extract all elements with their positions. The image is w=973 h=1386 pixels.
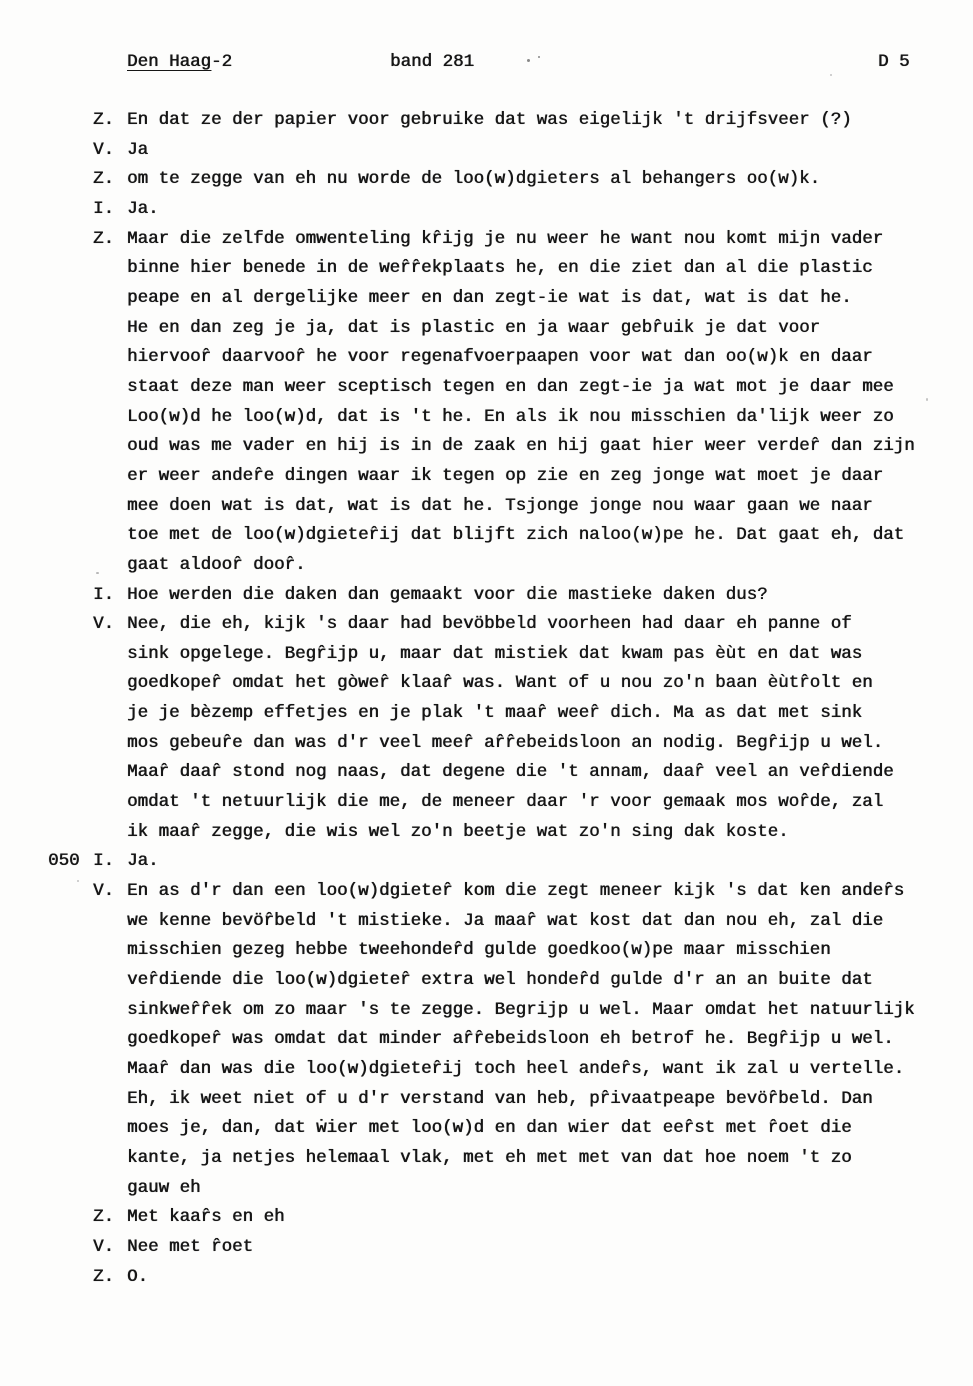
speaker-label: I. xyxy=(93,584,115,605)
speaker-label xyxy=(93,640,127,670)
margin-number xyxy=(48,551,93,581)
line-text: omdat 't netuurlijk die me, de meneer daar 'r voor gemaak mos wor̂de, zal xyxy=(127,792,884,813)
line-text: mos gebeur̂e dan was d'r veel meer̂ ar̂r̂ebeidsloon an nodig. Begr̂ijp u wel. xyxy=(127,732,884,753)
margin-number xyxy=(48,462,93,492)
dialogue-line xyxy=(0,225,973,255)
line-text: goedkoper̂ omdat het gòwer̂ klaar̂ was. Want of u nou zo'n baan èùtr̂olt en xyxy=(127,673,873,694)
line-text: ik maar̂ zegge, die wis wel zo'n beetje wat zo'n sing dak koste. xyxy=(127,821,789,842)
speaker-label xyxy=(93,521,127,551)
margin-number xyxy=(48,521,93,551)
line-text: En dat ze der papier voor gebruike dat was eigelijk 't drijfsveer (?) xyxy=(127,110,852,130)
margin-number xyxy=(48,669,93,699)
margin-number xyxy=(48,996,93,1026)
speaker-label xyxy=(93,966,127,996)
line-text: Nee met r̂oet xyxy=(127,1236,254,1257)
line-text: kante, ja netjes helemaal vlak, met eh met met van dat hoe noem 't zo xyxy=(127,1147,852,1168)
speaker-label xyxy=(93,996,127,1026)
speaker-label xyxy=(93,492,127,522)
line-text: gaat aldoor̂ door̂. xyxy=(127,554,306,575)
margin-number xyxy=(48,432,93,462)
speaker-label: Z. xyxy=(93,1207,115,1228)
line-text: er weer ander̂e dingen waar ik tegen op zie en zeg jonge wat moet je daar xyxy=(127,465,884,486)
dialogue-line xyxy=(0,1114,973,1144)
margin-number xyxy=(48,699,93,729)
line-text: toe met de loo(w)dgieter̂ij dat blijft zich naloo(w)pe he. Dat gaat eh, dat xyxy=(127,525,905,546)
speaker-label xyxy=(93,669,127,699)
line-text: peape en al dergelijke meer en dan zegt-ie wat is dat, wat is dat he. xyxy=(127,287,852,308)
margin-number xyxy=(48,818,93,848)
line-text: Maar̂ dan was die loo(w)dgieter̂ij toch heel ander̂s, want ik zal u vertelle. xyxy=(127,1059,905,1079)
margin-number xyxy=(48,610,93,640)
line-text: Maar̂ daar̂ stond nog naas, dat degene die 't annam, daar̂ veel an ver̂diende xyxy=(127,762,894,783)
speaker-label xyxy=(93,403,127,433)
dialogue-line xyxy=(0,729,973,759)
dialogue-line xyxy=(0,758,973,788)
line-text: Eh, ik weet niet of u d'r verstand van heb, pr̂ivaatpeape bevör̂beld. Dan xyxy=(127,1088,873,1109)
speaker-label xyxy=(93,432,127,462)
margin-number xyxy=(48,1203,93,1233)
line-text: hiervoor̂ daarvoor̂ he voor regenafvoerpaapen voor wat dan oo(w)k en daar xyxy=(127,347,873,368)
speaker-label xyxy=(93,373,127,403)
line-text: mee doen wat is dat, wat is dat he. Tsjonge jonge nou waar gaan we naar xyxy=(127,495,873,516)
margin-number xyxy=(48,788,93,818)
margin-number xyxy=(48,936,93,966)
dialogue-line xyxy=(0,581,973,611)
dialogue-line xyxy=(0,669,973,699)
margin-number xyxy=(48,1174,93,1204)
dialogue-line xyxy=(0,966,973,996)
line-text: sinkwer̂r̂ek om zo maar 's te zegge. Begrijp u wel. Maar omdat het natuurlijk xyxy=(127,999,915,1020)
speaker-label xyxy=(93,936,127,966)
dialogue-line xyxy=(0,1025,973,1055)
paper-speck xyxy=(527,59,530,62)
line-text: Maar die zelfde omwenteling kr̂ijg je nu weer he want nou komt mijn vader xyxy=(127,228,884,249)
margin-number xyxy=(48,877,93,907)
dialogue-line xyxy=(0,106,973,136)
line-text: En as d'r dan een loo(w)dgieter̂ kom die zegt meneer kijk 's dat ken ander̂s xyxy=(127,881,905,902)
line-text: He en dan zeg je ja, dat is plastic en ja waar gebr̂uik je dat voor xyxy=(127,317,821,338)
document-title xyxy=(127,52,232,72)
speaker-label xyxy=(93,462,127,492)
line-text: misschien gezeg hebbe tweehonder̂d gulde goedkoo(w)pe maar misschien xyxy=(127,940,831,961)
dialogue-line xyxy=(0,996,973,1026)
line-text: staat deze man weer sceptisch tegen en dan zegt-ie ja wat mot je daar mee xyxy=(127,376,894,397)
line-text: Ja. xyxy=(127,851,159,872)
speaker-label xyxy=(93,284,127,314)
dialogue-line xyxy=(0,699,973,729)
margin-number xyxy=(48,136,93,166)
dialogue-lines xyxy=(0,106,973,1292)
paper-speck xyxy=(830,74,832,76)
dialogue-line xyxy=(0,492,973,522)
margin-number xyxy=(48,165,93,195)
margin-number xyxy=(48,1114,93,1144)
dialogue-line xyxy=(0,788,973,818)
speaker-label: I. xyxy=(93,851,115,872)
dialogue-line xyxy=(0,877,973,907)
speaker-label xyxy=(93,551,127,581)
line-text: moes je, dan, dat ẇier met loo(w)d en dan wier dat eer̂st met r̂oet die xyxy=(127,1118,852,1139)
line-text: Loo(w)d he loo(w)d, dat is 't he. En als ik nou misschien da'lijk weer zo xyxy=(127,406,894,427)
speaker-label xyxy=(93,907,127,937)
speaker-label xyxy=(93,729,127,759)
dialogue-line xyxy=(0,284,973,314)
margin-number xyxy=(48,373,93,403)
dialogue-line xyxy=(0,1144,973,1174)
dialogue-line xyxy=(0,136,973,166)
speaker-label xyxy=(93,758,127,788)
page-header xyxy=(0,52,973,82)
margin-number xyxy=(48,1055,93,1085)
dialogue-line xyxy=(0,195,973,225)
margin-number xyxy=(48,1085,93,1115)
margin-number xyxy=(48,225,93,255)
line-text: Ja xyxy=(127,139,149,160)
line-text: je je bèzemp effetjes en je plak 't maar̂ weer̂ dich. Ma as dat met sink xyxy=(127,703,863,724)
speaker-label xyxy=(93,818,127,848)
line-text: Met kaar̂s en eh xyxy=(127,1207,285,1228)
speaker-label xyxy=(93,314,127,344)
speaker-label xyxy=(93,254,127,284)
margin-number xyxy=(48,195,93,225)
dialogue-line xyxy=(0,551,973,581)
speaker-label xyxy=(93,788,127,818)
dialogue-line xyxy=(0,254,973,284)
margin-number xyxy=(48,403,93,433)
page-number: D 5 xyxy=(878,52,910,72)
speaker-label xyxy=(93,1055,127,1085)
speaker-label: I. xyxy=(93,198,115,219)
speaker-label: Z. xyxy=(93,110,115,130)
dialogue-line xyxy=(0,936,973,966)
dialogue-line xyxy=(0,521,973,551)
margin-number: 050 xyxy=(48,851,80,872)
line-text: om te zegge van eh nu worde de loo(w)dgieters al behangers oo(w)k. xyxy=(127,169,821,190)
margin-number xyxy=(48,1144,93,1174)
speaker-label: V. xyxy=(93,139,115,160)
dialogue-line xyxy=(0,1085,973,1115)
paper-speck xyxy=(538,56,540,58)
dialogue-line xyxy=(0,432,973,462)
line-text: Hoe werden die daken dan gemaakt voor die mastieke daken dus? xyxy=(127,584,768,605)
dialogue-line xyxy=(0,403,973,433)
band-number: band 281 xyxy=(390,52,475,72)
dialogue-line xyxy=(0,1233,973,1263)
dialogue-line xyxy=(0,343,973,373)
line-text: goedkoper̂ was omdat dat minder ar̂r̂ebeidsloon eh betrof he. Begr̂ijp u wel. xyxy=(127,1029,894,1050)
dialogue-line xyxy=(0,1174,973,1204)
margin-number xyxy=(48,758,93,788)
line-text: gauw eh xyxy=(127,1177,201,1198)
margin-number xyxy=(48,343,93,373)
paper-speck xyxy=(77,880,79,882)
line-text: Nee, die eh, kijk 's daar had bevöbbeld voorheen had daar eh panne of xyxy=(127,614,852,635)
speaker-label: Z. xyxy=(93,1266,115,1287)
line-text: oud was me vader en hij is in de zaak en hij gaat hier weer verder̂ dan zijn xyxy=(127,436,915,457)
margin-number xyxy=(48,492,93,522)
speaker-label xyxy=(93,343,127,373)
dialogue-line xyxy=(0,165,973,195)
line-text: sink opgelege. Begr̂ijp u, maar dat mistiek dat kwam pas èùt en dat was xyxy=(127,643,863,664)
margin-number xyxy=(48,254,93,284)
line-text: ver̂diende die loo(w)dgieter̂ extra wel honder̂d gulde d'r an an buite dat xyxy=(127,970,873,991)
speaker-label xyxy=(93,1025,127,1055)
line-text: binne hier benede in de wer̂r̂ekplaats he, en die ziet dan al die plastic xyxy=(127,258,873,279)
line-text: O. xyxy=(127,1266,149,1287)
speaker-label: V. xyxy=(93,881,115,902)
speaker-label xyxy=(93,1144,127,1174)
margin-number xyxy=(48,1025,93,1055)
speaker-label xyxy=(93,1174,127,1204)
speaker-label: Z. xyxy=(93,228,115,249)
document-title-underlined: Den Haag xyxy=(127,52,212,72)
margin-number xyxy=(48,314,93,344)
dialogue-line xyxy=(0,1203,973,1233)
dialogue-line xyxy=(0,907,973,937)
dialogue-line xyxy=(0,373,973,403)
margin-number xyxy=(48,284,93,314)
margin-number xyxy=(48,907,93,937)
line-text: we kenne bevör̂beld 't mistieke. Ja maar̂ wat kost dat dan nou eh, zal die xyxy=(127,910,884,931)
margin-number xyxy=(48,1233,93,1263)
speaker-label xyxy=(93,1114,127,1144)
dialogue-line xyxy=(0,1055,973,1085)
margin-number xyxy=(48,966,93,996)
dialogue-line xyxy=(0,610,973,640)
speaker-label xyxy=(93,1085,127,1115)
margin-number xyxy=(48,1263,93,1293)
document-title-suffix: -2 xyxy=(211,52,233,72)
speaker-label: V. xyxy=(93,1236,115,1257)
dialogue-line xyxy=(0,314,973,344)
speaker-label: V. xyxy=(93,614,115,635)
speaker-label xyxy=(93,699,127,729)
margin-number xyxy=(48,581,93,611)
margin-number xyxy=(48,640,93,670)
paper-speck xyxy=(96,572,99,574)
dialogue-line xyxy=(0,640,973,670)
dialogue-line xyxy=(0,1263,973,1293)
speaker-label: Z. xyxy=(93,169,115,190)
dialogue-line xyxy=(0,462,973,492)
margin-number xyxy=(48,106,93,136)
paper-speck xyxy=(926,398,928,401)
dialogue-line xyxy=(0,847,973,877)
line-text: Ja. xyxy=(127,198,159,219)
margin-number xyxy=(48,729,93,759)
dialogue-line xyxy=(0,818,973,848)
